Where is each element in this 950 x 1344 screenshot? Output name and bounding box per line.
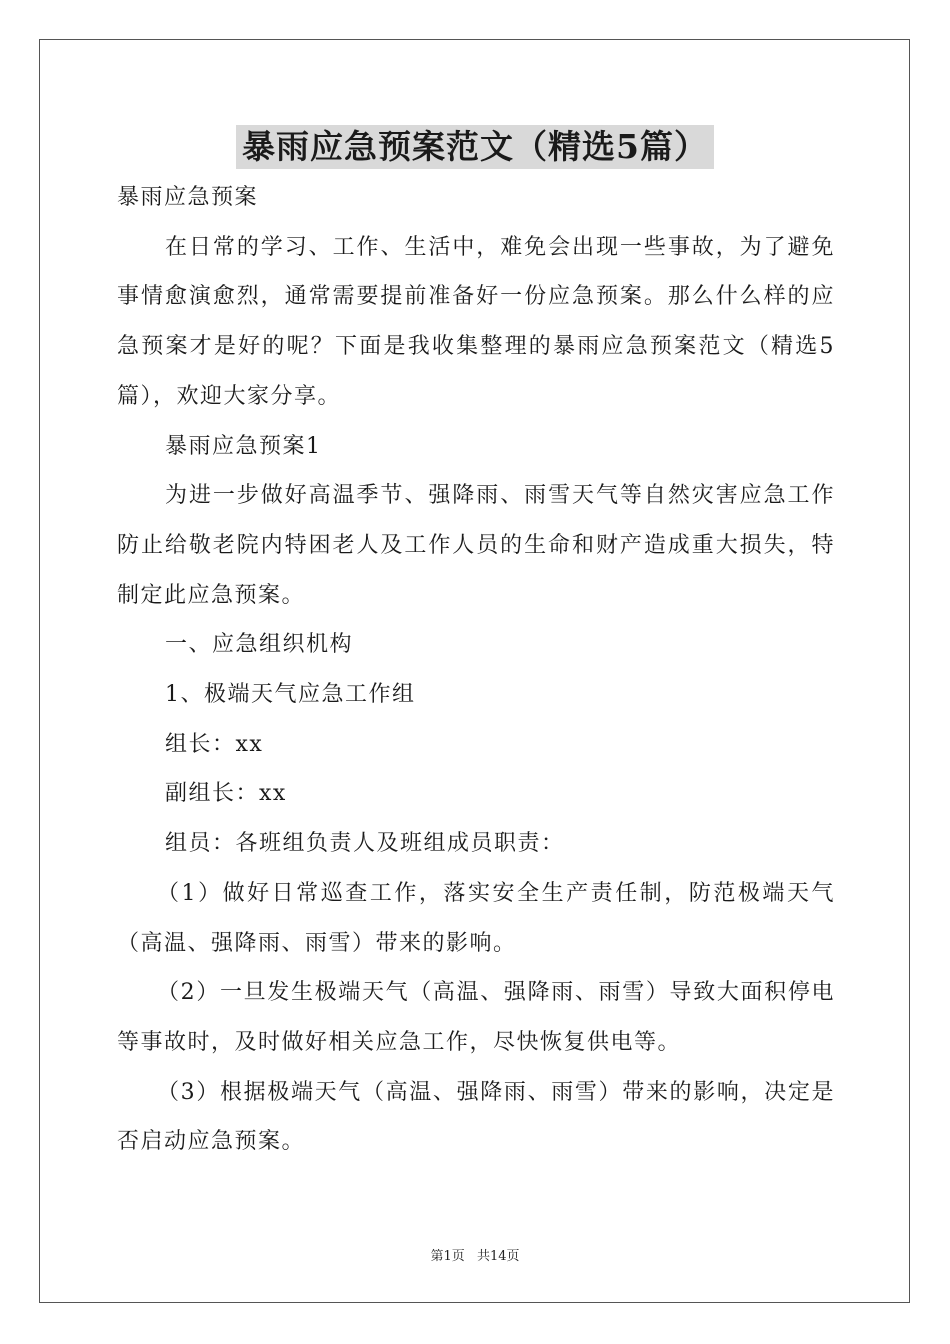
section-heading: 暴雨应急预案1 xyxy=(165,433,322,459)
body-paragraph: 为进一步做好高温季节、强降雨、雨雪天气等自然灾害应急工作防止给敬老院内特困老人及工作人员的生命和财产造成重大损失，特制定此应急预案。 xyxy=(117,483,835,608)
list-item: （2）一旦发生极端天气（高温、强降雨、雨雪）导致大面积停电等事故时，及时做好相关应急工作，尽快恢复供电等。 xyxy=(117,980,835,1055)
body-line: 副组长：xx xyxy=(165,781,287,807)
section-heading: 暴雨应急预案 xyxy=(117,185,259,210)
document-body xyxy=(117,173,835,1167)
document-title: 暴雨应急预案范文（精选5篇） xyxy=(236,125,714,169)
list-item: （3）根据极端天气（高温、强降雨、雨雪）带来的影响，决定是否启动应急预案。 xyxy=(117,1079,835,1155)
body-line: 组员：各班组负责人及班组成员职责： xyxy=(165,831,565,857)
page-footer xyxy=(0,1245,950,1264)
subsection-heading: 1、极端天气应急工作组 xyxy=(165,682,416,708)
page-total: 共14页 xyxy=(476,1249,520,1264)
body-line: 组长：xx xyxy=(165,731,264,757)
page-number: 第1页 xyxy=(430,1249,465,1264)
title-container xyxy=(0,125,950,169)
list-item: （1）做好日常巡查工作，落实安全生产责任制，防范极端天气（高温、强降雨、雨雪）带来的影响。 xyxy=(117,880,835,956)
section-heading: 一、应急组织机构 xyxy=(165,632,354,658)
body-paragraph: 在日常的学习、工作、生活中，难免会出现一些事故，为了避免事情愈演愈烈，通常需要提前准备好一份应急预案。那么什么样的应急预案才是好的呢？下面是我收集整理的暴雨应急预案范文（精选5篇），欢迎大家分享。 xyxy=(117,234,835,409)
